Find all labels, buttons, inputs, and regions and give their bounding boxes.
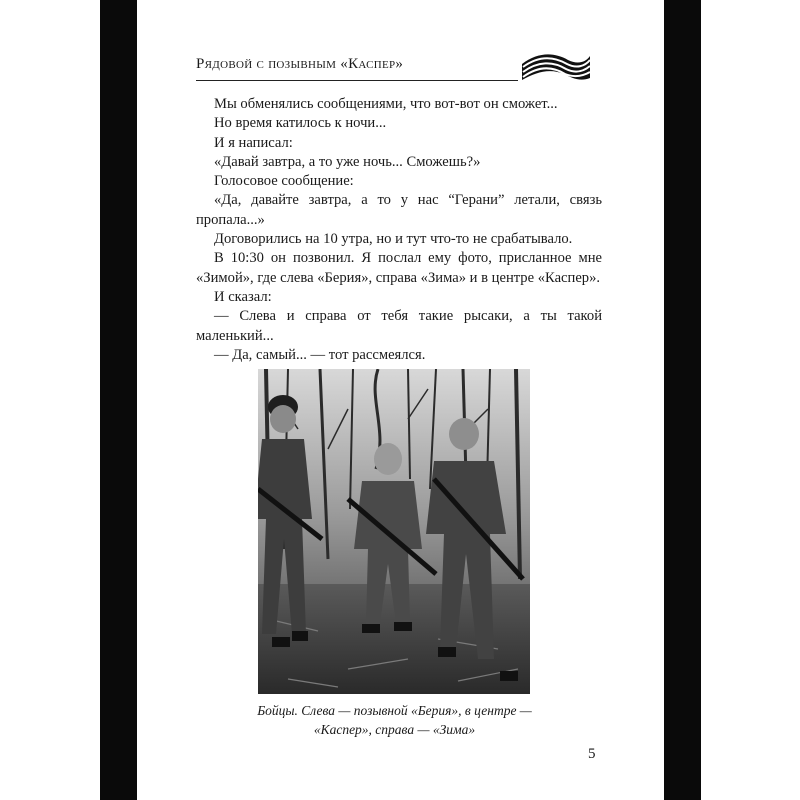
page-number: 5	[588, 746, 596, 762]
paragraph: «Давай завтра, а то уже ночь... Сможешь?»	[214, 153, 481, 170]
paragraph: В 10:30 он позвонил. Я послал ему фото, присланное мне «Зимой», где слева «Берия», справа «Зима» и в центре «Каспер».	[196, 250, 602, 286]
paragraph: «Да, давайте завтра, а то у нас “Герани” летали, связь пропала...»	[196, 192, 602, 228]
paragraph: И я написал:	[214, 134, 293, 151]
st-george-ribbon-icon	[520, 48, 592, 84]
left-border	[100, 0, 137, 800]
right-border	[664, 0, 701, 800]
paragraph: Мы обменялись сообщениями, что вот-вот он сможет...	[214, 96, 558, 112]
book-page	[137, 0, 664, 800]
paragraph: Голосовое сообщение:	[214, 173, 354, 190]
photo-caption: Бойцы. Слева — позывной «Берия», в центре — «Каспер», справа — «Зима»	[257, 703, 532, 737]
soldiers-photo	[258, 369, 530, 694]
paragraph: Договорились на 10 утра, но и тут что-то не срабатывало.	[214, 231, 573, 248]
paragraph: — Да, самый... — тот рассмеялся.	[214, 346, 426, 363]
header-rule	[196, 80, 518, 81]
body-text	[196, 95, 602, 365]
running-head: Рядовой с позывным «Каспер»	[196, 56, 404, 72]
paragraph: И сказал:	[214, 288, 272, 305]
paragraph: — Слева и справа от тебя такие рысаки, а ты такой маленький...	[196, 308, 602, 344]
paragraph: Но время катилось к ночи...	[214, 115, 387, 132]
